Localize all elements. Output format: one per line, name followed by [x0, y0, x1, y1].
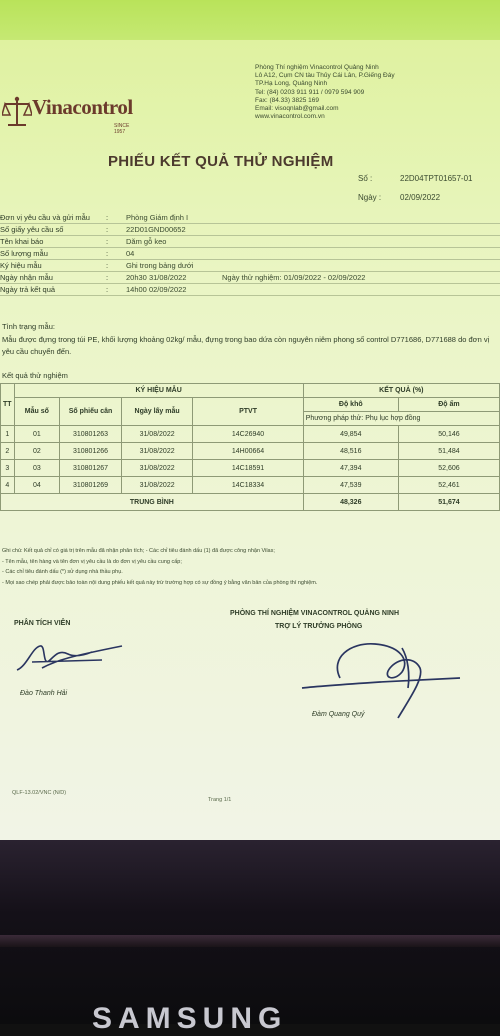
lab-email: Email: visoqnlab@gmail.com — [255, 105, 339, 113]
cell-ptvt: 14C26940 — [193, 426, 303, 443]
table-average-row — [1, 494, 500, 511]
results-section-label: Kết quả thử nghiệm — [2, 371, 68, 380]
col-group-sample: KÝ HIỆU MẪU — [14, 384, 303, 398]
info-row: Số lượng mẫu : 04 — [0, 248, 500, 260]
cell-sample-no: 01 — [14, 426, 60, 443]
lab-address-2: TP.Hạ Long, Quảng Ninh — [255, 80, 328, 88]
info-row: Ngày trả kết quả : 14h00 02/09/2022 — [0, 284, 500, 296]
cell-receipt-no: 310801266 — [60, 443, 122, 460]
info-value: Phòng Giám định I — [126, 213, 189, 222]
info-label: Ngày trả kết quả — [0, 285, 56, 294]
lab-tel: Tel: (84) 0203 911 911 / 0979 594 909 — [255, 88, 365, 96]
cell-date: 31/08/2022 — [121, 426, 193, 443]
info-row: Tên khai báo : Dăm gỗ keo — [0, 236, 500, 248]
manager-name: Đàm Quang Quý — [312, 711, 365, 718]
average-moisture: 51,674 — [398, 494, 499, 511]
info-label: Ký hiệu mẫu — [0, 261, 42, 270]
info-row: Ngày nhận mẫu : 20h30 31/08/2022 Ngày thử nghiệm: 01/09/2022 - 02/09/2022 — [0, 272, 500, 284]
table-row — [1, 460, 500, 477]
cell-stt: 2 — [1, 443, 15, 460]
cell-date: 31/08/2022 — [121, 477, 193, 494]
lab-name: Phòng Thí nghiệm Vinacontrol Quảng Ninh — [255, 64, 379, 71]
info-value: 20h30 31/08/2022 — [126, 273, 187, 282]
cell-ptvt: 14C18591 — [193, 460, 303, 477]
info-label: Đơn vị yêu cầu và gửi mẫu — [0, 213, 90, 222]
lab-contact-block — [255, 64, 500, 121]
sample-state-text: Mẫu được đựng trong túi PE, khối lượng khoảng 02kg/ mẫu, đựng trong bao dứa còn nguyên niêm phong số control D771686, D771688 do đơn vị yêu cầu chuyển đến. — [2, 335, 490, 356]
sample-state-label: Tình trạng mẫu: — [2, 322, 55, 331]
table-row — [1, 426, 500, 443]
average-label: TRUNG BÌNH — [1, 494, 304, 511]
cell-dry: 47,394 — [303, 460, 398, 477]
note-line: - Mọi sao chép phải được bảo toàn nội dung phiếu kết quả này trừ trường hợp có sự đồng ý bằng văn bản của phòng thí nghiệm. — [2, 579, 318, 586]
info-label: Số giấy yêu cầu số — [0, 225, 64, 234]
note-line: - Các chỉ tiêu đánh dấu (*) sử dụng nhà thầu phụ. — [2, 569, 123, 575]
lab-website: www.vinacontrol.com.vn — [255, 113, 325, 121]
table-row — [1, 443, 500, 460]
lab-fax: Fax: (84.33) 3825 169 — [255, 96, 319, 104]
results-table — [0, 383, 500, 511]
info-row: Đơn vị yêu cầu và gửi mẫu : Phòng Giám định I — [0, 212, 500, 224]
note-line: - Tên mẫu, tên hàng và tên đơn vị yêu cầu là do đơn vị yêu cầu cung cấp; — [2, 558, 182, 565]
table-row — [1, 477, 500, 494]
col-header-date: Ngày lấy mẫu — [121, 398, 193, 426]
cell-stt: 1 — [1, 426, 15, 443]
cell-moisture: 52,606 — [398, 460, 499, 477]
info-value: 22D01GND00652 — [126, 225, 186, 234]
cell-receipt-no: 310801263 — [60, 426, 122, 443]
analyst-name: Đào Thanh Hải — [20, 690, 68, 697]
info-label: Số lượng mẫu — [0, 249, 48, 258]
info-value: Ghi trong bảng dưới — [126, 261, 194, 270]
note-line: Ghi chú: Kết quả chỉ có giá trị trên mẫu đã nhận phân tích; - Các chỉ tiêu đánh dấu (1) đã được công nhận Vilas; — [2, 548, 275, 554]
manager-signature — [290, 638, 470, 720]
col-header-moisture: Độ ẩm — [398, 398, 499, 412]
monitor-bezel-edge — [0, 935, 500, 947]
cell-moisture: 51,484 — [398, 443, 499, 460]
cell-stt: 4 — [1, 477, 15, 494]
col-header-dry: Độ khô — [303, 398, 398, 412]
cell-dry: 48,516 — [303, 443, 398, 460]
report-date-value: 02/09/2022 — [400, 193, 441, 202]
table-header-row — [1, 384, 500, 398]
monitor-brand-logo: SAMSUNG — [92, 1002, 288, 1035]
report-number-label: Số : — [358, 174, 373, 183]
test-date-range: Ngày thử nghiệm: 01/09/2022 - 02/09/2022 — [222, 273, 366, 282]
col-header-method: Phương pháp thử: Phụ lục hợp đồng — [303, 412, 499, 426]
cell-sample-no: 02 — [14, 443, 60, 460]
table-header-row — [1, 398, 500, 412]
scales-logo-icon — [2, 95, 32, 129]
monitor-bezel — [0, 840, 500, 1024]
col-header-ptvt: PTVT — [193, 398, 303, 426]
analyst-signature — [12, 638, 132, 678]
lab-heading: PHÒNG THÍ NGHIỆM VINACONTROL QUẢNG NINH — [230, 610, 400, 617]
info-row: Số giấy yêu cầu số : 22D01GND00652 — [0, 224, 500, 236]
cell-stt: 3 — [1, 460, 15, 477]
col-header-sample-no: Mẫu số — [14, 398, 60, 426]
report-date-label: Ngày : — [358, 193, 382, 202]
cell-ptvt: 14C18334 — [193, 477, 303, 494]
cell-sample-no: 04 — [14, 477, 60, 494]
logo-brand-text: Vinacontrol — [32, 95, 133, 119]
col-header-stt: TT — [1, 384, 15, 426]
info-value: 04 — [126, 249, 135, 258]
vinacontrol-logo — [2, 95, 133, 135]
assistant-heading: TRỢ LÝ TRƯỞNG PHÒNG — [275, 623, 363, 630]
cell-moisture: 52,461 — [398, 477, 499, 494]
analyst-heading: PHÂN TÍCH VIÊN — [14, 620, 71, 627]
form-code: QLF-13.02/VNC (N/D) — [12, 790, 67, 796]
report-number-value: 22D04TPT01657-01 — [400, 174, 473, 183]
logo-since-text: SINCE 1957 — [114, 123, 130, 135]
cell-receipt-no: 310801267 — [60, 460, 122, 477]
cell-date: 31/08/2022 — [121, 460, 193, 477]
average-dry: 48,326 — [303, 494, 398, 511]
page-number: Trang 1/1 — [208, 797, 232, 803]
info-value: Dăm gỗ keo — [126, 237, 167, 246]
info-value: 14h00 02/09/2022 — [126, 285, 187, 294]
col-header-receipt-no: Số phiếu cân — [60, 398, 122, 426]
cell-dry: 47,539 — [303, 477, 398, 494]
cell-sample-no: 03 — [14, 460, 60, 477]
cell-ptvt: 14H00664 — [193, 443, 303, 460]
info-label: Tên khai báo — [0, 237, 44, 246]
info-label: Ngày nhận mẫu — [0, 273, 53, 282]
lab-address-1: Lô A12, Cụm CN tàu Thủy Cái Lân, P.Giếng Đáy — [255, 72, 395, 80]
cell-moisture: 50,146 — [398, 426, 499, 443]
cell-date: 31/08/2022 — [121, 443, 193, 460]
info-row: Ký hiệu mẫu : Ghi trong bảng dưới — [0, 260, 500, 272]
document-title: PHIẾU KẾT QUẢ THỬ NGHIỆM — [108, 153, 334, 170]
col-group-result: KẾT QUẢ (%) — [303, 384, 499, 398]
notes-block — [2, 546, 498, 588]
cell-dry: 49,854 — [303, 426, 398, 443]
cell-receipt-no: 310801269 — [60, 477, 122, 494]
test-report-document — [0, 40, 500, 840]
request-info — [0, 212, 500, 296]
